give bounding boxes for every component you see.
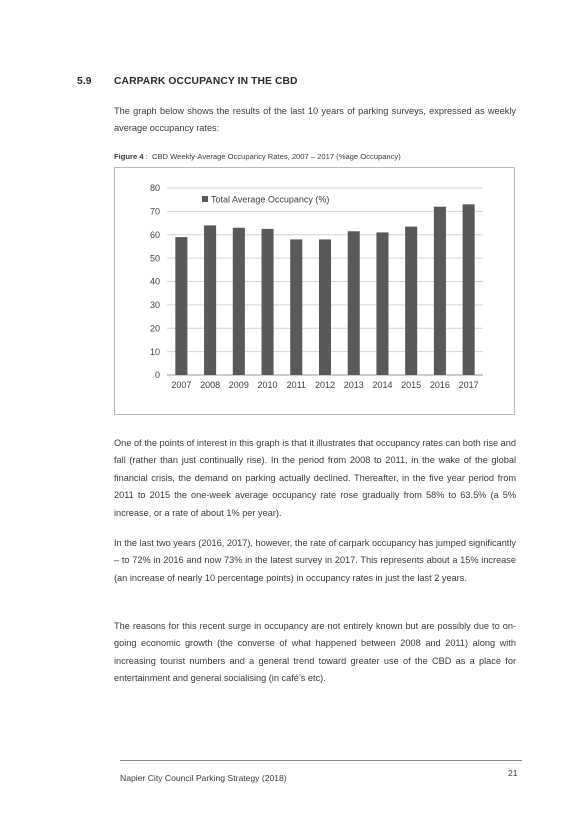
x-tick-label: 2008 — [200, 380, 221, 390]
bar — [262, 229, 274, 375]
x-tick-label: 2011 — [286, 380, 306, 390]
y-tick-label: 80 — [149, 183, 160, 194]
y-tick-label: 70 — [149, 206, 160, 217]
bar — [348, 231, 360, 375]
footer-divider — [120, 760, 522, 761]
y-tick-label: 40 — [149, 276, 160, 287]
section-number: 5.9 — [77, 76, 92, 87]
page-number: 21 — [508, 768, 518, 778]
x-tick-label: 2009 — [228, 380, 249, 390]
y-tick-label: 10 — [149, 346, 160, 357]
bar — [434, 207, 446, 375]
bar — [175, 237, 187, 375]
section-heading — [77, 76, 517, 87]
x-tick-label: 2012 — [314, 380, 336, 390]
legend-label: Total Average Occupancy (%) — [211, 194, 330, 205]
legend-swatch — [202, 196, 208, 202]
bar — [405, 227, 417, 375]
y-tick-label: 30 — [149, 300, 160, 311]
figure-label: Figure 4 — [114, 152, 144, 161]
intro-paragraph: The graph below shows the results of the last 10 years of parking surveys, expressed as weekly average occupancy rates: — [114, 106, 516, 134]
occupancy-chart-svg — [115, 168, 516, 416]
bar — [290, 239, 302, 375]
y-tick-label: 50 — [149, 253, 160, 264]
x-tick-label: 2007 — [171, 380, 192, 390]
bar — [463, 204, 475, 375]
figure-separator: : — [143, 152, 152, 161]
bar — [319, 239, 331, 375]
x-tick-label: 2010 — [257, 380, 278, 390]
x-tick-label: 2016 — [429, 380, 450, 390]
x-tick-label: 2014 — [372, 380, 393, 390]
figure-caption-text: CBD Weekly-Average Occupancy Rates, 2007 – 2017 (%age Occupancy) — [152, 152, 401, 161]
footer-document-title: Napier City Council Parking Strategy (2018) — [120, 773, 287, 783]
section-title: CARPARK OCCUPANCY IN THE CBD — [114, 76, 298, 87]
y-tick-label: 20 — [149, 323, 160, 334]
y-tick-label: 0 — [154, 370, 160, 381]
figure-caption — [114, 152, 516, 161]
bar — [376, 232, 388, 375]
bar — [204, 225, 216, 375]
paragraph-occupancy-trend: One of the points of interest in this graph is that it illustrates that occupancy rates can both rise and fall (rather than just continually rise). In the period from 2008 to 2011, in the wake of the global financial crisis, the demand on parking actually declined. Thereafter, in the five year period from 2011 to 2015 the one-week average occupancy rate rose gradually from 58% to 63.5% (a 5% increase, or a rate of about 1% per year). — [114, 438, 516, 518]
bar — [233, 228, 245, 375]
x-tick-label: 2017 — [458, 380, 479, 390]
paragraph-recent-jump: In the last two years (2016, 2017), however, the rate of carpark occupancy has jumped significantly – to 72% in 2016 and now 73% in the latest survey in 2017. This represents about a 15% increase (an increase of nearly 10 percentage points) in occupancy rates in just the last 2 years. — [114, 538, 516, 583]
y-tick-label: 60 — [149, 229, 160, 240]
occupancy-chart — [114, 167, 515, 415]
x-tick-label: 2013 — [343, 380, 364, 390]
x-tick-label: 2015 — [401, 380, 422, 390]
paragraph-reasons: The reasons for this recent surge in occupancy are not entirely known but are possibly due to on-going economic growth (the converse of what happened between 2008 and 2011) along with increasing tourist numbers and a general trend toward greater use of the CBD as a place for entertainment and general socialising (in café’s etc). — [114, 621, 516, 684]
